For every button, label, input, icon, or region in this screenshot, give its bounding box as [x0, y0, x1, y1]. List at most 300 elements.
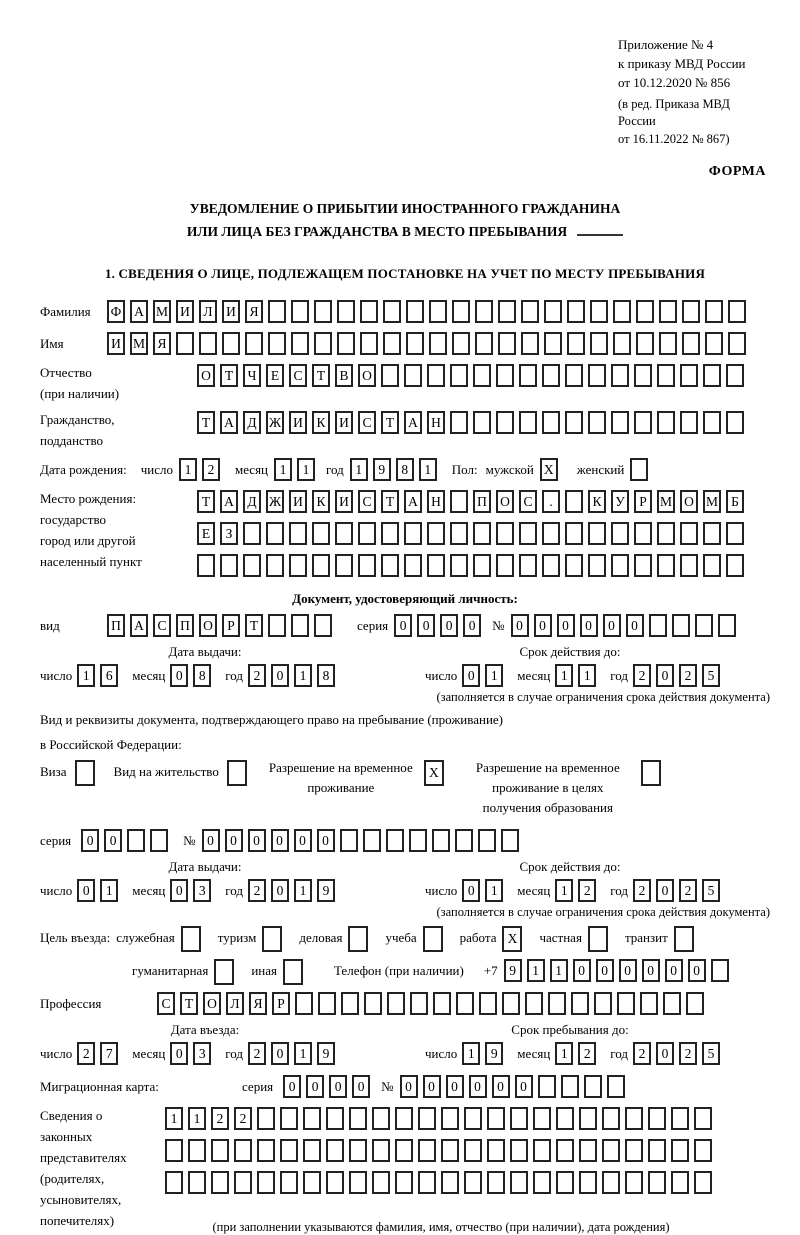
char-box[interactable]	[429, 300, 447, 323]
char-box[interactable]	[404, 554, 422, 577]
char-box[interactable]	[538, 1075, 556, 1098]
char-box[interactable]	[659, 300, 677, 323]
char-box[interactable]	[680, 411, 698, 434]
char-box[interactable]: 0	[225, 829, 243, 852]
char-box[interactable]: Ф	[107, 300, 125, 323]
char-box[interactable]: 9	[373, 458, 391, 481]
char-box[interactable]	[450, 490, 468, 513]
char-box[interactable]: Т	[197, 490, 215, 513]
char-box[interactable]: И	[176, 300, 194, 323]
char-box[interactable]	[165, 1171, 183, 1194]
char-box[interactable]: 9	[317, 879, 335, 902]
char-box[interactable]	[479, 992, 497, 1015]
char-box[interactable]	[519, 364, 537, 387]
char-box[interactable]	[283, 959, 303, 985]
char-box[interactable]	[567, 300, 585, 323]
char-box[interactable]	[348, 926, 368, 952]
char-box[interactable]: 1	[555, 1042, 573, 1065]
char-box[interactable]	[291, 614, 309, 637]
char-box[interactable]: М	[657, 490, 675, 513]
char-box[interactable]	[280, 1107, 298, 1130]
char-box[interactable]: 8	[396, 458, 414, 481]
char-box[interactable]	[602, 1139, 620, 1162]
char-box[interactable]	[496, 364, 514, 387]
char-box[interactable]	[682, 300, 700, 323]
char-box[interactable]	[565, 411, 583, 434]
char-box[interactable]	[427, 522, 445, 545]
char-box[interactable]	[533, 1171, 551, 1194]
char-box[interactable]: С	[157, 992, 175, 1015]
char-box[interactable]	[234, 1139, 252, 1162]
char-box[interactable]	[663, 992, 681, 1015]
char-box[interactable]: 0	[580, 614, 598, 637]
char-box[interactable]: И	[289, 490, 307, 513]
char-box[interactable]: 0	[81, 829, 99, 852]
char-box[interactable]	[588, 926, 608, 952]
char-box[interactable]: X	[540, 458, 558, 481]
char-box[interactable]: 1	[274, 458, 292, 481]
char-box[interactable]	[381, 522, 399, 545]
char-box[interactable]	[542, 364, 560, 387]
char-box[interactable]: И	[335, 490, 353, 513]
char-box[interactable]	[214, 959, 234, 985]
char-box[interactable]	[657, 364, 675, 387]
char-box[interactable]	[502, 992, 520, 1015]
char-box[interactable]: О	[496, 490, 514, 513]
char-box[interactable]	[686, 992, 704, 1015]
char-box[interactable]: 0	[656, 664, 674, 687]
char-box[interactable]	[718, 614, 736, 637]
char-box[interactable]: К	[312, 411, 330, 434]
char-box[interactable]: 0	[603, 614, 621, 637]
char-box[interactable]	[542, 411, 560, 434]
char-box[interactable]: 0	[400, 1075, 418, 1098]
char-box[interactable]	[450, 522, 468, 545]
char-box[interactable]: 0	[271, 879, 289, 902]
char-box[interactable]: 5	[702, 1042, 720, 1065]
char-box[interactable]	[636, 300, 654, 323]
char-box[interactable]	[544, 332, 562, 355]
char-box[interactable]	[634, 364, 652, 387]
char-box[interactable]	[243, 522, 261, 545]
char-box[interactable]: С	[358, 490, 376, 513]
char-box[interactable]	[234, 1171, 252, 1194]
char-box[interactable]: А	[404, 490, 422, 513]
char-box[interactable]	[496, 411, 514, 434]
char-box[interactable]: 0	[170, 879, 188, 902]
char-box[interactable]: Д	[243, 490, 261, 513]
char-box[interactable]	[358, 522, 376, 545]
char-box[interactable]	[475, 300, 493, 323]
char-box[interactable]	[521, 332, 539, 355]
char-box[interactable]	[705, 300, 723, 323]
char-box[interactable]: 0	[626, 614, 644, 637]
char-box[interactable]: X	[424, 760, 444, 786]
char-box[interactable]: К	[588, 490, 606, 513]
char-box[interactable]: 0	[77, 879, 95, 902]
char-box[interactable]: К	[312, 490, 330, 513]
char-box[interactable]	[671, 1107, 689, 1130]
char-box[interactable]	[455, 829, 473, 852]
char-box[interactable]: 2	[578, 1042, 596, 1065]
char-box[interactable]: Н	[427, 490, 445, 513]
char-box[interactable]: 0	[573, 959, 591, 982]
char-box[interactable]	[703, 411, 721, 434]
char-box[interactable]: 0	[170, 664, 188, 687]
char-box[interactable]: 1	[100, 879, 118, 902]
char-box[interactable]	[303, 1107, 321, 1130]
char-box[interactable]	[295, 992, 313, 1015]
char-box[interactable]: М	[153, 300, 171, 323]
char-box[interactable]: 0	[688, 959, 706, 982]
char-box[interactable]: М	[130, 332, 148, 355]
char-box[interactable]	[257, 1139, 275, 1162]
char-box[interactable]	[314, 614, 332, 637]
char-box[interactable]: Т	[245, 614, 263, 637]
char-box[interactable]	[625, 1107, 643, 1130]
char-box[interactable]	[640, 992, 658, 1015]
char-box[interactable]: 2	[679, 879, 697, 902]
char-box[interactable]	[565, 490, 583, 513]
char-box[interactable]: 0	[492, 1075, 510, 1098]
char-box[interactable]	[682, 332, 700, 355]
char-box[interactable]: 0	[352, 1075, 370, 1098]
char-box[interactable]: 6	[100, 664, 118, 687]
char-box[interactable]: 0	[423, 1075, 441, 1098]
char-box[interactable]: 1	[555, 879, 573, 902]
char-box[interactable]	[150, 829, 168, 852]
char-box[interactable]: 0	[329, 1075, 347, 1098]
char-box[interactable]	[496, 522, 514, 545]
char-box[interactable]	[406, 332, 424, 355]
char-box[interactable]	[611, 522, 629, 545]
char-box[interactable]: О	[680, 490, 698, 513]
char-box[interactable]	[409, 829, 427, 852]
char-box[interactable]	[648, 1107, 666, 1130]
char-box[interactable]	[487, 1107, 505, 1130]
char-box[interactable]: Д	[243, 411, 261, 434]
char-box[interactable]: 0	[463, 614, 481, 637]
char-box[interactable]: 1	[165, 1107, 183, 1130]
char-box[interactable]: 2	[211, 1107, 229, 1130]
char-box[interactable]	[726, 554, 744, 577]
char-box[interactable]: 2	[77, 1042, 95, 1065]
char-box[interactable]	[423, 926, 443, 952]
char-box[interactable]	[312, 522, 330, 545]
char-box[interactable]	[565, 554, 583, 577]
char-box[interactable]	[711, 959, 729, 982]
char-box[interactable]: 3	[193, 1042, 211, 1065]
char-box[interactable]	[243, 554, 261, 577]
char-box[interactable]: П	[473, 490, 491, 513]
char-box[interactable]: 3	[193, 879, 211, 902]
char-box[interactable]	[625, 1139, 643, 1162]
char-box[interactable]: С	[153, 614, 171, 637]
char-box[interactable]	[726, 364, 744, 387]
char-box[interactable]	[473, 364, 491, 387]
char-box[interactable]: 9	[504, 959, 522, 982]
char-box[interactable]: 1	[527, 959, 545, 982]
char-box[interactable]: 0	[462, 664, 480, 687]
char-box[interactable]: А	[130, 300, 148, 323]
char-box[interactable]: С	[519, 490, 537, 513]
char-box[interactable]	[289, 554, 307, 577]
char-box[interactable]	[588, 522, 606, 545]
char-box[interactable]: Р	[634, 490, 652, 513]
char-box[interactable]: Т	[180, 992, 198, 1015]
char-box[interactable]: 8	[317, 664, 335, 687]
char-box[interactable]	[220, 554, 238, 577]
char-box[interactable]: 1	[77, 664, 95, 687]
char-box[interactable]: И	[289, 411, 307, 434]
char-box[interactable]: 1	[485, 879, 503, 902]
char-box[interactable]	[636, 332, 654, 355]
char-box[interactable]	[695, 614, 713, 637]
char-box[interactable]	[303, 1171, 321, 1194]
char-box[interactable]	[456, 992, 474, 1015]
char-box[interactable]	[510, 1171, 528, 1194]
char-box[interactable]	[542, 522, 560, 545]
char-box[interactable]	[703, 364, 721, 387]
char-box[interactable]	[383, 300, 401, 323]
char-box[interactable]	[450, 364, 468, 387]
char-box[interactable]	[381, 364, 399, 387]
char-box[interactable]: 0	[104, 829, 122, 852]
char-box[interactable]: 1	[294, 1042, 312, 1065]
char-box[interactable]: П	[176, 614, 194, 637]
char-box[interactable]	[387, 992, 405, 1015]
char-box[interactable]	[588, 364, 606, 387]
char-box[interactable]	[418, 1139, 436, 1162]
char-box[interactable]: О	[358, 364, 376, 387]
char-box[interactable]	[291, 332, 309, 355]
char-box[interactable]	[197, 554, 215, 577]
char-box[interactable]	[289, 522, 307, 545]
char-box[interactable]: 5	[702, 664, 720, 687]
char-box[interactable]	[404, 364, 422, 387]
char-box[interactable]	[487, 1171, 505, 1194]
char-box[interactable]	[703, 554, 721, 577]
char-box[interactable]	[312, 554, 330, 577]
char-box[interactable]	[705, 332, 723, 355]
char-box[interactable]	[358, 554, 376, 577]
char-box[interactable]	[496, 554, 514, 577]
char-box[interactable]	[360, 300, 378, 323]
char-box[interactable]	[337, 332, 355, 355]
char-box[interactable]: Е	[266, 364, 284, 387]
char-box[interactable]	[450, 554, 468, 577]
char-box[interactable]	[607, 1075, 625, 1098]
char-box[interactable]	[395, 1139, 413, 1162]
char-box[interactable]	[450, 411, 468, 434]
char-box[interactable]	[672, 614, 690, 637]
char-box[interactable]	[262, 926, 282, 952]
char-box[interactable]	[594, 992, 612, 1015]
char-box[interactable]	[630, 458, 648, 481]
char-box[interactable]	[433, 992, 451, 1015]
char-box[interactable]	[427, 554, 445, 577]
char-box[interactable]	[544, 300, 562, 323]
char-box[interactable]	[349, 1139, 367, 1162]
char-box[interactable]	[464, 1171, 482, 1194]
char-box[interactable]	[211, 1171, 229, 1194]
char-box[interactable]	[337, 300, 355, 323]
char-box[interactable]: Е	[197, 522, 215, 545]
char-box[interactable]	[579, 1139, 597, 1162]
char-box[interactable]	[372, 1171, 390, 1194]
char-box[interactable]: И	[107, 332, 125, 355]
char-box[interactable]: 0	[446, 1075, 464, 1098]
char-box[interactable]	[556, 1171, 574, 1194]
char-box[interactable]	[395, 1171, 413, 1194]
char-box[interactable]	[726, 522, 744, 545]
char-box[interactable]	[280, 1171, 298, 1194]
char-box[interactable]: 0	[271, 664, 289, 687]
char-box[interactable]: 2	[633, 664, 651, 687]
char-box[interactable]: Т	[312, 364, 330, 387]
char-box[interactable]	[326, 1171, 344, 1194]
char-box[interactable]: 1	[578, 664, 596, 687]
char-box[interactable]	[548, 992, 566, 1015]
char-box[interactable]: Ж	[266, 411, 284, 434]
char-box[interactable]: 0	[656, 879, 674, 902]
char-box[interactable]	[441, 1171, 459, 1194]
char-box[interactable]	[165, 1139, 183, 1162]
char-box[interactable]	[268, 614, 286, 637]
char-box[interactable]	[222, 332, 240, 355]
char-box[interactable]: 2	[679, 1042, 697, 1065]
char-box[interactable]: 9	[485, 1042, 503, 1065]
char-box[interactable]: О	[203, 992, 221, 1015]
char-box[interactable]	[519, 411, 537, 434]
char-box[interactable]: 5	[702, 879, 720, 902]
char-box[interactable]	[478, 829, 496, 852]
char-box[interactable]: 0	[248, 829, 266, 852]
char-box[interactable]: .	[542, 490, 560, 513]
char-box[interactable]: 1	[485, 664, 503, 687]
char-box[interactable]	[542, 554, 560, 577]
char-box[interactable]: А	[130, 614, 148, 637]
char-box[interactable]: 2	[633, 1042, 651, 1065]
char-box[interactable]	[487, 1139, 505, 1162]
char-box[interactable]	[625, 1171, 643, 1194]
char-box[interactable]	[188, 1139, 206, 1162]
char-box[interactable]	[475, 332, 493, 355]
char-box[interactable]: 0	[515, 1075, 533, 1098]
char-box[interactable]: 1	[294, 879, 312, 902]
char-box[interactable]	[611, 364, 629, 387]
char-box[interactable]	[634, 522, 652, 545]
char-box[interactable]: А	[404, 411, 422, 434]
char-box[interactable]: З	[220, 522, 238, 545]
char-box[interactable]	[303, 1139, 321, 1162]
char-box[interactable]: 0	[317, 829, 335, 852]
char-box[interactable]	[227, 760, 247, 786]
char-box[interactable]: 2	[679, 664, 697, 687]
char-box[interactable]: 0	[283, 1075, 301, 1098]
char-box[interactable]: 2	[248, 879, 266, 902]
char-box[interactable]	[473, 522, 491, 545]
char-box[interactable]: 0	[511, 614, 529, 637]
char-box[interactable]	[648, 1171, 666, 1194]
char-box[interactable]: 0	[306, 1075, 324, 1098]
char-box[interactable]	[579, 1171, 597, 1194]
char-box[interactable]: 0	[469, 1075, 487, 1098]
char-box[interactable]: 0	[202, 829, 220, 852]
char-box[interactable]	[127, 829, 145, 852]
char-box[interactable]	[510, 1107, 528, 1130]
char-box[interactable]	[404, 522, 422, 545]
char-box[interactable]: 2	[633, 879, 651, 902]
char-box[interactable]: 8	[193, 664, 211, 687]
char-box[interactable]	[372, 1107, 390, 1130]
char-box[interactable]	[671, 1171, 689, 1194]
char-box[interactable]: Р	[222, 614, 240, 637]
char-box[interactable]: 0	[665, 959, 683, 982]
char-box[interactable]: Т	[381, 490, 399, 513]
char-box[interactable]	[349, 1107, 367, 1130]
char-box[interactable]: Т	[381, 411, 399, 434]
char-box[interactable]: У	[611, 490, 629, 513]
char-box[interactable]	[245, 332, 263, 355]
char-box[interactable]: И	[222, 300, 240, 323]
char-box[interactable]	[671, 1139, 689, 1162]
char-box[interactable]	[525, 992, 543, 1015]
char-box[interactable]	[199, 332, 217, 355]
char-box[interactable]	[314, 300, 332, 323]
char-box[interactable]: 0	[170, 1042, 188, 1065]
char-box[interactable]: 1	[350, 458, 368, 481]
char-box[interactable]: С	[358, 411, 376, 434]
char-box[interactable]	[266, 554, 284, 577]
char-box[interactable]	[680, 522, 698, 545]
char-box[interactable]: Т	[220, 364, 238, 387]
char-box[interactable]	[266, 522, 284, 545]
char-box[interactable]	[533, 1107, 551, 1130]
char-box[interactable]	[659, 332, 677, 355]
char-box[interactable]	[498, 300, 516, 323]
char-box[interactable]	[360, 332, 378, 355]
char-box[interactable]: 2	[234, 1107, 252, 1130]
char-box[interactable]	[634, 411, 652, 434]
char-box[interactable]	[257, 1107, 275, 1130]
char-box[interactable]	[340, 829, 358, 852]
char-box[interactable]	[188, 1171, 206, 1194]
char-box[interactable]: 1	[297, 458, 315, 481]
char-box[interactable]: 7	[100, 1042, 118, 1065]
char-box[interactable]	[372, 1139, 390, 1162]
char-box[interactable]	[314, 332, 332, 355]
char-box[interactable]: А	[220, 490, 238, 513]
char-box[interactable]: Н	[427, 411, 445, 434]
char-box[interactable]: X	[502, 926, 522, 952]
char-box[interactable]	[584, 1075, 602, 1098]
char-box[interactable]	[349, 1171, 367, 1194]
char-box[interactable]	[335, 554, 353, 577]
char-box[interactable]	[567, 332, 585, 355]
char-box[interactable]	[395, 1107, 413, 1130]
char-box[interactable]	[452, 300, 470, 323]
char-box[interactable]: 0	[596, 959, 614, 982]
char-box[interactable]	[533, 1139, 551, 1162]
char-box[interactable]	[674, 926, 694, 952]
char-box[interactable]	[588, 411, 606, 434]
char-box[interactable]	[326, 1139, 344, 1162]
char-box[interactable]	[657, 522, 675, 545]
char-box[interactable]: 0	[656, 1042, 674, 1065]
char-box[interactable]	[565, 364, 583, 387]
char-box[interactable]: 1	[550, 959, 568, 982]
